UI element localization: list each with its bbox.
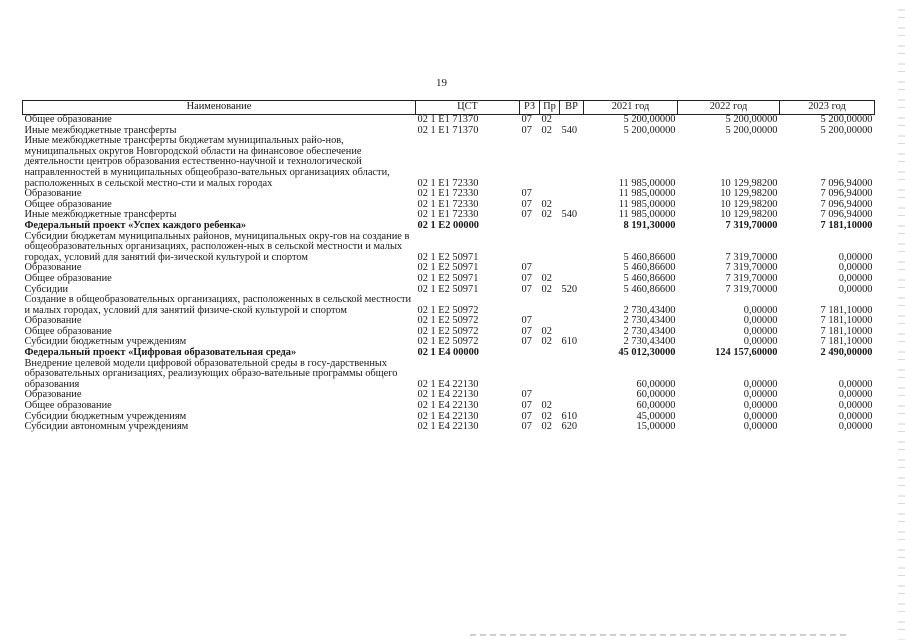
row-rz: 07 bbox=[521, 336, 532, 348]
row-name: Создание в общеобразовательных организациях, расположенных в сельской местности и малых городах, условий для занятий физиче-ской культурой и спортом bbox=[24, 294, 412, 316]
row-name: Образование bbox=[24, 262, 82, 274]
row-value-2022: 0,00000 bbox=[743, 325, 778, 337]
row-value-2022: 7 319,70000 bbox=[725, 219, 778, 231]
row-value-2023: 7 181,10000 bbox=[820, 325, 873, 337]
row-value-2021: 2 730,43400 bbox=[623, 315, 676, 327]
row-name: Иные межбюджетные трансферты bbox=[24, 209, 177, 221]
row-value-2022: 10 129,98200 bbox=[720, 209, 778, 221]
row-value-2023: 7 096,94000 bbox=[820, 198, 873, 210]
table-row bbox=[23, 359, 875, 391]
row-value-2022: 7 319,70000 bbox=[725, 272, 778, 284]
row-value-2023: 0,00000 bbox=[838, 378, 873, 390]
row-value-2021: 60,00000 bbox=[636, 400, 676, 412]
row-name: Внедрение целевой модели цифровой образовательной среды в госу-дарственных образовательных организациях, реализующих образо-вательные программы общего образования bbox=[24, 357, 398, 390]
row-name: Общее образование bbox=[24, 114, 112, 125]
row-name: Субсидии бюджетным учреждениям bbox=[24, 336, 187, 348]
row-value-2022: 0,00000 bbox=[743, 336, 778, 348]
row-value-2022: 124 157,60000 bbox=[715, 347, 778, 359]
row-vr bbox=[560, 115, 584, 126]
row-value-2022: 0,00000 bbox=[743, 378, 778, 390]
row-pr: 02 bbox=[541, 410, 552, 422]
table-row bbox=[23, 422, 875, 433]
row-cst: 02 1 E1 71370 bbox=[417, 114, 479, 125]
row-value-2021: 2 730,43400 bbox=[623, 325, 676, 337]
header-vr: ВР bbox=[560, 101, 584, 115]
row-rz bbox=[520, 348, 540, 359]
row-vr bbox=[560, 136, 584, 189]
header-rz: РЗ bbox=[520, 101, 540, 115]
row-value-2022: 0,00000 bbox=[743, 400, 778, 412]
row-rz: 07 bbox=[521, 389, 532, 401]
row-cst: 02 1 E4 22130 bbox=[417, 400, 479, 412]
row-value-2022: 5 200,00000 bbox=[725, 124, 778, 136]
row-vr: 540 bbox=[561, 209, 578, 221]
row-rz: 07 bbox=[521, 262, 532, 274]
row-value-2023: 7 181,10000 bbox=[820, 336, 873, 348]
row-rz bbox=[520, 221, 540, 232]
row-vr bbox=[560, 316, 584, 327]
row-value-2022: 10 129,98200 bbox=[720, 188, 778, 200]
table-row bbox=[23, 232, 875, 264]
row-vr bbox=[560, 263, 584, 274]
row-value-2021: 60,00000 bbox=[636, 389, 676, 401]
row-vr bbox=[560, 348, 584, 359]
row-cst: 02 1 E2 50971 bbox=[417, 262, 479, 274]
row-rz: 07 bbox=[521, 325, 532, 337]
row-value-2023: 0,00000 bbox=[838, 410, 873, 422]
table-row bbox=[23, 136, 875, 189]
row-value-2023: 7 096,94000 bbox=[820, 177, 873, 189]
header-name: Наименование bbox=[23, 101, 416, 115]
row-rz bbox=[520, 295, 540, 316]
row-name: Иные межбюджетные трансферты bbox=[24, 124, 177, 136]
row-value-2023: 0,00000 bbox=[838, 283, 873, 295]
row-cst: 02 1 E2 50971 bbox=[417, 272, 479, 284]
row-cst: 02 1 E1 72330 bbox=[417, 198, 479, 210]
row-value-2021: 11 985,00000 bbox=[618, 177, 676, 189]
row-name: Образование bbox=[24, 315, 82, 327]
row-rz: 07 bbox=[521, 400, 532, 412]
row-value-2022: 5 200,00000 bbox=[725, 114, 778, 125]
row-value-2023: 7 096,94000 bbox=[820, 209, 873, 221]
row-cst: 02 1 E2 00000 bbox=[417, 219, 479, 231]
row-value-2022: 7 319,70000 bbox=[725, 251, 778, 263]
row-value-2022: 0,00000 bbox=[743, 315, 778, 327]
row-vr bbox=[560, 295, 584, 316]
row-vr bbox=[560, 221, 584, 232]
row-pr: 02 bbox=[541, 421, 552, 433]
row-pr: 02 bbox=[541, 336, 552, 348]
row-cst: 02 1 E4 22130 bbox=[417, 421, 479, 433]
row-value-2022: 10 129,98200 bbox=[720, 177, 778, 189]
row-rz: 07 bbox=[521, 272, 532, 284]
row-cst: 02 1 E1 72330 bbox=[417, 177, 479, 189]
row-pr bbox=[540, 359, 560, 391]
row-pr: 02 bbox=[541, 325, 552, 337]
row-vr bbox=[560, 359, 584, 391]
row-pr: 02 bbox=[541, 283, 552, 295]
page-number: 19 bbox=[436, 77, 447, 89]
row-vr bbox=[560, 189, 584, 200]
row-cst: 02 1 E2 50972 bbox=[417, 304, 479, 316]
row-pr: 02 bbox=[541, 198, 552, 210]
table-row bbox=[23, 295, 875, 316]
row-pr bbox=[540, 221, 560, 232]
row-name: Субсидии бюджетным учреждениям bbox=[24, 410, 187, 422]
row-cst: 02 1 E2 50971 bbox=[417, 251, 479, 263]
row-value-2023: 5 200,00000 bbox=[820, 124, 873, 136]
row-cst: 02 1 E4 22130 bbox=[417, 378, 479, 390]
row-value-2022: 0,00000 bbox=[743, 389, 778, 401]
row-cst: 02 1 E4 22130 bbox=[417, 410, 479, 422]
row-value-2023: 2 490,00000 bbox=[820, 347, 873, 359]
row-name: Федеральный проект «Цифровая образовательная среда» bbox=[24, 347, 297, 359]
row-value-2023: 0,00000 bbox=[838, 421, 873, 433]
row-name: Образование bbox=[24, 389, 82, 401]
scan-bottom-artifact bbox=[470, 634, 850, 636]
row-value-2021: 11 985,00000 bbox=[618, 209, 676, 221]
row-rz: 07 bbox=[521, 198, 532, 210]
row-value-2021: 5 460,86600 bbox=[623, 283, 676, 295]
table-row bbox=[23, 274, 875, 285]
header-cst: ЦСТ bbox=[416, 101, 520, 115]
row-name: Субсидии автономным учреждениям bbox=[24, 421, 189, 433]
row-rz: 07 bbox=[521, 188, 532, 200]
row-value-2023: 0,00000 bbox=[838, 262, 873, 274]
table-row bbox=[23, 115, 875, 126]
row-vr bbox=[560, 390, 584, 401]
row-name: Общее образование bbox=[24, 272, 112, 284]
row-rz bbox=[520, 232, 540, 264]
row-rz: 07 bbox=[521, 124, 532, 136]
row-value-2021: 11 985,00000 bbox=[618, 198, 676, 210]
row-value-2022: 0,00000 bbox=[743, 421, 778, 433]
row-rz: 07 bbox=[521, 209, 532, 221]
row-value-2022: 7 319,70000 bbox=[725, 262, 778, 274]
row-value-2023: 7 181,10000 bbox=[820, 315, 873, 327]
row-value-2021: 11 985,00000 bbox=[618, 188, 676, 200]
row-cst: 02 1 E1 72330 bbox=[417, 188, 479, 200]
table-body bbox=[23, 115, 875, 433]
row-vr: 520 bbox=[561, 283, 578, 295]
row-value-2023: 0,00000 bbox=[838, 272, 873, 284]
row-value-2021: 5 200,00000 bbox=[623, 114, 676, 125]
row-cst: 02 1 E2 50972 bbox=[417, 315, 479, 327]
row-name: Образование bbox=[24, 188, 82, 200]
row-vr: 620 bbox=[561, 421, 578, 433]
row-value-2022: 7 319,70000 bbox=[725, 283, 778, 295]
row-name: Общее образование bbox=[24, 325, 112, 337]
row-name: Федеральный проект «Успех каждого ребенка» bbox=[24, 219, 247, 231]
table-header-row bbox=[23, 101, 875, 115]
row-value-2021: 5 460,86600 bbox=[623, 272, 676, 284]
row-value-2023: 0,00000 bbox=[838, 389, 873, 401]
row-value-2023: 0,00000 bbox=[838, 251, 873, 263]
row-pr: 02 bbox=[541, 124, 552, 136]
row-rz bbox=[520, 136, 540, 189]
row-cst: 02 1 E2 50972 bbox=[417, 336, 479, 348]
table-row bbox=[23, 221, 875, 232]
row-value-2021: 60,00000 bbox=[636, 378, 676, 390]
header-2021: 2021 год bbox=[584, 101, 678, 115]
row-value-2021: 15,00000 bbox=[636, 421, 676, 433]
row-value-2023: 5 200,00000 bbox=[820, 114, 873, 125]
row-name: Общее образование bbox=[24, 400, 112, 412]
row-value-2022: 0,00000 bbox=[743, 410, 778, 422]
row-cst: 02 1 E2 50971 bbox=[417, 283, 479, 295]
row-cst: 02 1 E2 50972 bbox=[417, 325, 479, 337]
row-rz bbox=[520, 359, 540, 391]
row-value-2023: 7 181,10000 bbox=[820, 219, 873, 231]
row-value-2021: 5 460,86600 bbox=[623, 262, 676, 274]
row-cst: 02 1 E1 71370 bbox=[417, 124, 479, 136]
row-rz: 07 bbox=[521, 315, 532, 327]
row-vr: 610 bbox=[561, 410, 578, 422]
row-pr: 02 bbox=[541, 114, 552, 125]
row-pr: 02 bbox=[541, 209, 552, 221]
row-name: Общее образование bbox=[24, 198, 112, 210]
row-pr: 02 bbox=[541, 272, 552, 284]
row-value-2021: 2 730,43400 bbox=[623, 336, 676, 348]
row-value-2023: 7 181,10000 bbox=[820, 304, 873, 316]
row-value-2021: 5 200,00000 bbox=[623, 124, 676, 136]
header-pr: Пр bbox=[540, 101, 560, 115]
row-vr: 610 bbox=[561, 336, 578, 348]
row-value-2021: 5 460,86600 bbox=[623, 251, 676, 263]
row-cst: 02 1 E4 00000 bbox=[417, 347, 479, 359]
row-rz: 07 bbox=[521, 410, 532, 422]
scan-edge-artifact bbox=[898, 0, 905, 640]
row-name: Субсидии bbox=[24, 283, 69, 295]
row-value-2023: 0,00000 bbox=[838, 400, 873, 412]
row-cst: 02 1 E4 22130 bbox=[417, 389, 479, 401]
row-vr: 540 bbox=[561, 124, 578, 136]
row-pr bbox=[540, 348, 560, 359]
row-pr bbox=[540, 295, 560, 316]
row-value-2021: 45,00000 bbox=[636, 410, 676, 422]
row-value-2022: 0,00000 bbox=[743, 304, 778, 316]
header-2023: 2023 год bbox=[780, 101, 875, 115]
row-value-2023: 7 096,94000 bbox=[820, 188, 873, 200]
header-2022: 2022 год bbox=[678, 101, 780, 115]
row-rz: 07 bbox=[521, 114, 532, 125]
row-value-2021: 8 191,30000 bbox=[623, 219, 676, 231]
row-value-2022: 10 129,98200 bbox=[720, 198, 778, 210]
row-pr bbox=[540, 232, 560, 264]
budget-table bbox=[22, 100, 875, 433]
row-cst: 02 1 E1 72330 bbox=[417, 209, 479, 221]
row-rz: 07 bbox=[521, 421, 532, 433]
row-vr bbox=[560, 274, 584, 285]
row-vr bbox=[560, 232, 584, 264]
row-pr bbox=[540, 136, 560, 189]
row-value-2021: 45 012,30000 bbox=[618, 347, 676, 359]
row-pr: 02 bbox=[541, 400, 552, 412]
row-name: Иные межбюджетные трансферты бюджетам муниципальных райо-нов, муниципальных округов Новгородской области на финансовое обеспечение деятельности центров образования естественно-научной и технологической направленностей в муниципальных общеобразо-вательных организациях области, расположенных в сельской местно-сти и малых городах bbox=[24, 135, 390, 189]
row-name: Субсидии бюджетам муниципальных районов, муниципальных окру-гов на создание в общеобразовательных организациях, расположен-ных в сельской местности и малых городах, условий для занятий фи-зической культурой и спортом bbox=[24, 230, 410, 263]
row-rz: 07 bbox=[521, 283, 532, 295]
row-value-2021: 2 730,43400 bbox=[623, 304, 676, 316]
